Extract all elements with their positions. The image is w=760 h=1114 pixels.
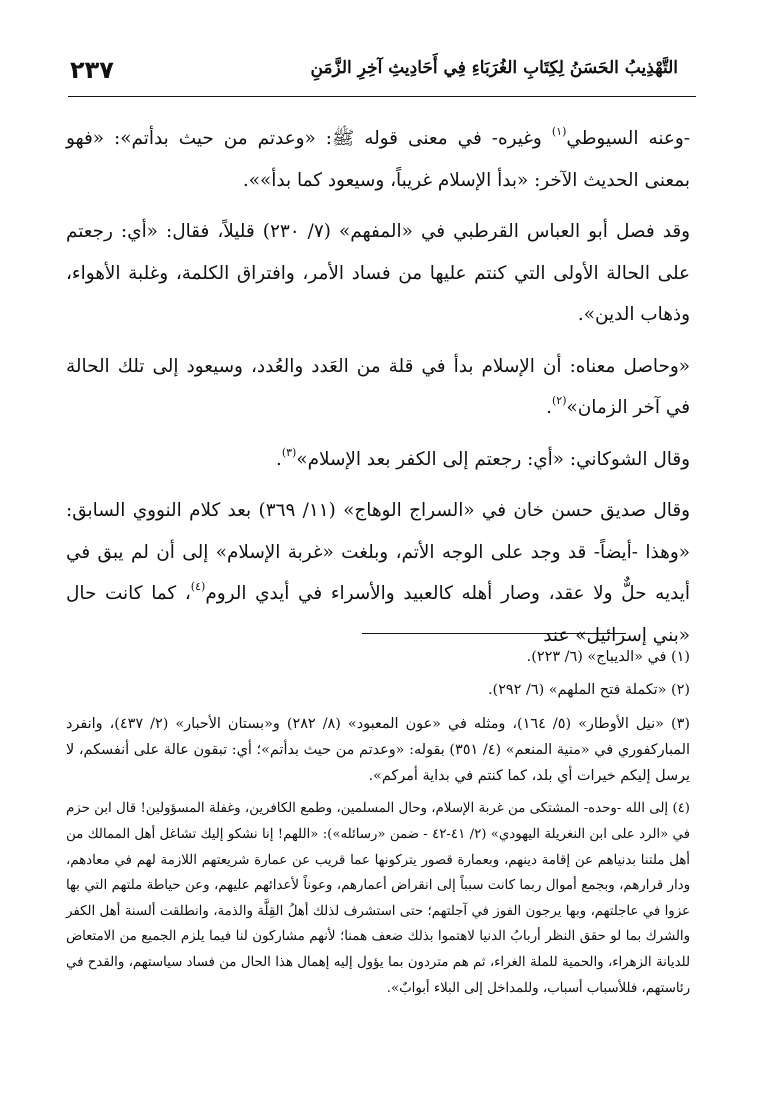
text-segment: وقال صديق حسن خان في «السراج الوهاج» (١١/ ٣٦٩) بعد كلام النووي السابق: «وهذا -أيضاً- قد وجد على الوجه الأتم، وبلغت «غربة الإسلام» إلى أن لم يبق في أيديه حلٌّ ولا عقد، وصار أهله كالعبيد والأسراء في أيدي الروم [66,500,691,604]
footnote-ref-4: (٤) [190,580,206,593]
main-text [66,118,690,666]
footnote-ref-1: (١) [551,125,567,138]
text-segment: . [546,397,552,418]
text-segment: -وعنه السيوطي [566,128,690,149]
text-segment: «وحاصل معناه: أن الإسلام بدأ في قلة من العَدد والعُدد، وسيعود إلى تلك الحالة في آخر الزمان» [66,355,690,418]
page-header [68,56,696,97]
paragraph-2: وقد فصل أبو العباس القرطبي في «المفهم» (٧/ ٢٣٠) قليلاً، فقال: «أي: رجعتم على الحالة الأولى التي كنتم عليها من فساد الأمر، وافتراق الكلمة، وغلبة الأهواء، وذهاب الدين». [66,221,691,325]
text-segment: ، كما كانت حال «بني إسرائيل» عند [66,583,690,646]
footnote-ref-3: (٣) [281,445,297,459]
paragraph-4 [66,439,690,481]
running-title: التَّهْذِيبُ الحَسَنُ لِكِتَابِ الغُرَبَاءِ فِي أَحَادِيثِ آخِرِ الزَّمَنِ [310,58,678,78]
footnote-separator [362,633,626,634]
footnotes [66,644,690,1008]
paragraph-5 [66,490,690,656]
footnote-4: (٤) إلى الله -وحده- المشتكى من غربة الإسلام، وحال المسلمين، وطمع الكافرين، وغفلة المسؤولين! قال ابن حزم في «الرد على ابن النغريلة اليهودي» (٢/ ٤١-٤٢ - ضمن «رسائله»): «اللهم! إنا نشكو إليك تشاغل أهل الممالك من أهل ملتنا بدنياهم عن إقامة دينهم، وبعمارة قصور يتركونها عما قريب عن عمارة شريعتهم اللازمة لهم في معادهم، ودار قرارهم، وبجمع أموال ربما كانت سبباً إلى انقراض أعمارهم، وعوناً لأعدائهم عليهم، وعن حياطة ملتهم التي بها عزوا في عاجلتهم، وبها يرجون الفوز في آجلتهم؛ حتى استشرف لذلك أهلُ القِلَّة والذمة، وانطلقت ألسنة أهل الكفر والشرك بما لو حقق النظر أربابُ الدنيا لاهتموا بذلك ضعف همنا؛ لأنهم مشاركون لنا فيما يلزم الجميع من الامتعاض للديانة الزهراء، والحمية للملة الغراء، ثم هم متردون بما يؤول إليه إهمال هذا الحال من فساد سياستهم، والقدح في رئاستهم، فللأسباب أسباب، وللمداخل إلى البلاء أبوابٌ». [66,801,690,996]
footnote-ref-2: (٢) [551,394,567,407]
footnote-3: (٣) «نيل الأوطار» (٥/ ١٦٤)، ومثله في «عون المعبود» (٨/ ٢٨٢) و«بستان الأحبار» (٢/ ٤٣٧)، وانفرد المباركفوري في «منية المنعم» (٤/ ٣٥١) بقوله: «وعدتم من حيث بدأتم»؛ أي: تبقون عالة على أنفسكم، لا يرسل إليكم خيرات أي بلد، كما كنتم في بداية أمركم». [66,715,690,785]
footnote-1: (١) في «الديباج» (٦/ ٢٢٣). [526,649,690,665]
paragraph-3 [66,346,690,429]
text-segment: وقال الشوكاني: «أي: رجعتم إلى الكفر بعد الإسلام» [296,448,690,470]
text-segment: وغيره- في معنى قوله ﷺ: «وعدتم من حيث بدأتم»: «فهو بمعنى الحديث الآخر: «بدأ الإسلام غريباً، وسيعود كما بدأ»». [66,128,690,191]
footnote-2: (٢) «تكملة فتح الملهم» (٦/ ٢٩٢). [487,682,690,699]
paragraph-1 [66,118,690,201]
page-number: ٢٣٧ [70,56,114,84]
text-segment: . [275,448,282,470]
